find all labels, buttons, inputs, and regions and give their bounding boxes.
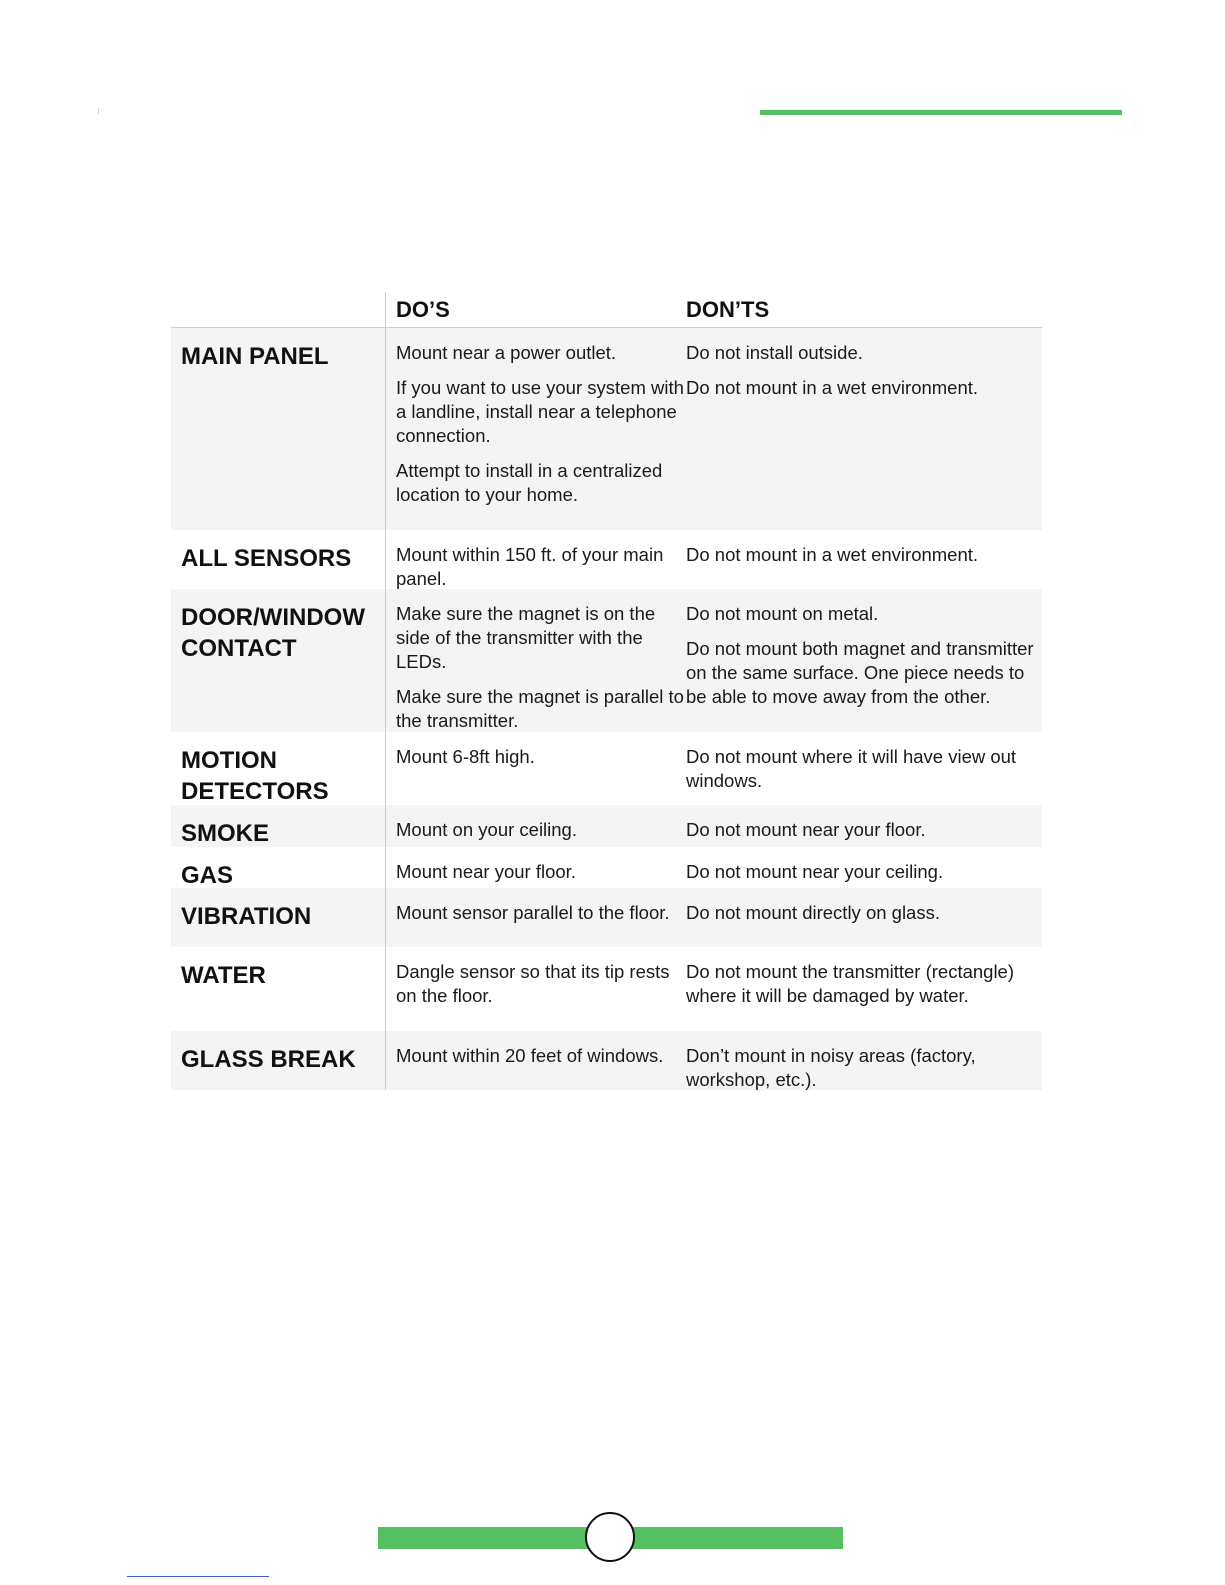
dos-cell	[386, 732, 686, 805]
dont-item: Don’t mount in noisy areas (factory, workshop, etc.).	[686, 1045, 976, 1090]
row-category: GAS	[171, 847, 386, 888]
row-category: ALL SENSORS	[171, 530, 386, 589]
table-row	[171, 888, 1042, 947]
dos-cell	[386, 1031, 686, 1090]
do-item: Mount sensor parallel to the floor.	[396, 902, 670, 923]
dont-item: Do not mount directly on glass.	[686, 902, 940, 923]
table-row	[171, 947, 1042, 1031]
dos-cell	[386, 947, 686, 1031]
do-item: Mount near your floor.	[396, 861, 576, 882]
donts-cell	[686, 805, 1042, 847]
donts-cell	[686, 1031, 1042, 1090]
row-category: GLASS BREAK	[171, 1031, 386, 1090]
dont-item: Do not mount near your ceiling.	[686, 861, 944, 882]
row-category: MAIN PANEL	[171, 328, 386, 530]
installation-guide-table	[171, 292, 1042, 1090]
do-item: Make sure the magnet is parallel to the transmitter.	[396, 686, 684, 731]
do-item: Mount near a power outlet.	[396, 342, 617, 363]
dont-item: Do not mount in a wet environment.	[686, 544, 979, 565]
row-category: SMOKE	[171, 805, 386, 847]
do-item: Mount within 20 feet of windows.	[396, 1045, 664, 1066]
row-category: WATER	[171, 947, 386, 1031]
donts-cell	[686, 530, 1042, 589]
dos-cell	[386, 328, 686, 530]
margin-tick	[98, 108, 99, 114]
table-row	[171, 1031, 1042, 1090]
donts-cell	[686, 328, 1042, 530]
table-row	[171, 805, 1042, 847]
dos-cell	[386, 805, 686, 847]
do-item: Attempt to install in a centralized location to your home.	[396, 460, 663, 505]
dos-cell	[386, 589, 686, 732]
row-category: DOOR/WINDOW CONTACT	[171, 589, 386, 732]
dont-item: Do not mount on metal.	[686, 603, 879, 624]
table-row	[171, 847, 1042, 888]
do-item: Mount on your ceiling.	[396, 819, 577, 840]
header-accent-rule	[760, 110, 1122, 115]
dos-column-header: DO’S	[396, 297, 450, 322]
dont-item: Do not mount in a wet environment.	[686, 377, 979, 398]
table-row	[171, 732, 1042, 805]
dont-item: Do not install outside.	[686, 342, 863, 363]
donts-column-header: DON’TS	[686, 297, 770, 322]
dos-cell	[386, 847, 686, 888]
row-category: VIBRATION	[171, 888, 386, 947]
row-category: MOTION DETECTORS	[171, 732, 386, 805]
dos-cell	[386, 530, 686, 589]
page-number-circle	[585, 1512, 635, 1562]
dont-item: Do not mount near your floor.	[686, 819, 926, 840]
dont-item: Do not mount where it will have view out windows.	[686, 746, 1017, 791]
dont-item: Do not mount the transmitter (rectangle) where it will be damaged by water.	[686, 961, 1015, 1006]
dont-item: Do not mount both magnet and transmitter on the same surface. One piece needs to be able to move away from the other.	[686, 638, 1034, 707]
table-row	[171, 589, 1042, 732]
dos-cell	[386, 888, 686, 947]
do-item: Make sure the magnet is on the side of the transmitter with the LEDs.	[396, 603, 656, 672]
donts-cell	[686, 888, 1042, 947]
do-item: If you want to use your system with a landline, install near a telephone connection.	[396, 377, 684, 446]
category-header-blank	[171, 292, 386, 327]
donts-cell	[686, 589, 1042, 732]
donts-cell	[686, 947, 1042, 1031]
do-item: Mount 6-8ft high.	[396, 746, 535, 767]
table-row	[171, 530, 1042, 589]
do-item: Dangle sensor so that its tip rests on the floor.	[396, 961, 670, 1006]
table-header-row	[171, 292, 1042, 328]
do-item: Mount within 150 ft. of your main panel.	[396, 544, 664, 589]
donts-cell	[686, 847, 1042, 888]
donts-cell	[686, 732, 1042, 805]
table-row	[171, 328, 1042, 530]
footer-underline	[127, 1576, 269, 1577]
